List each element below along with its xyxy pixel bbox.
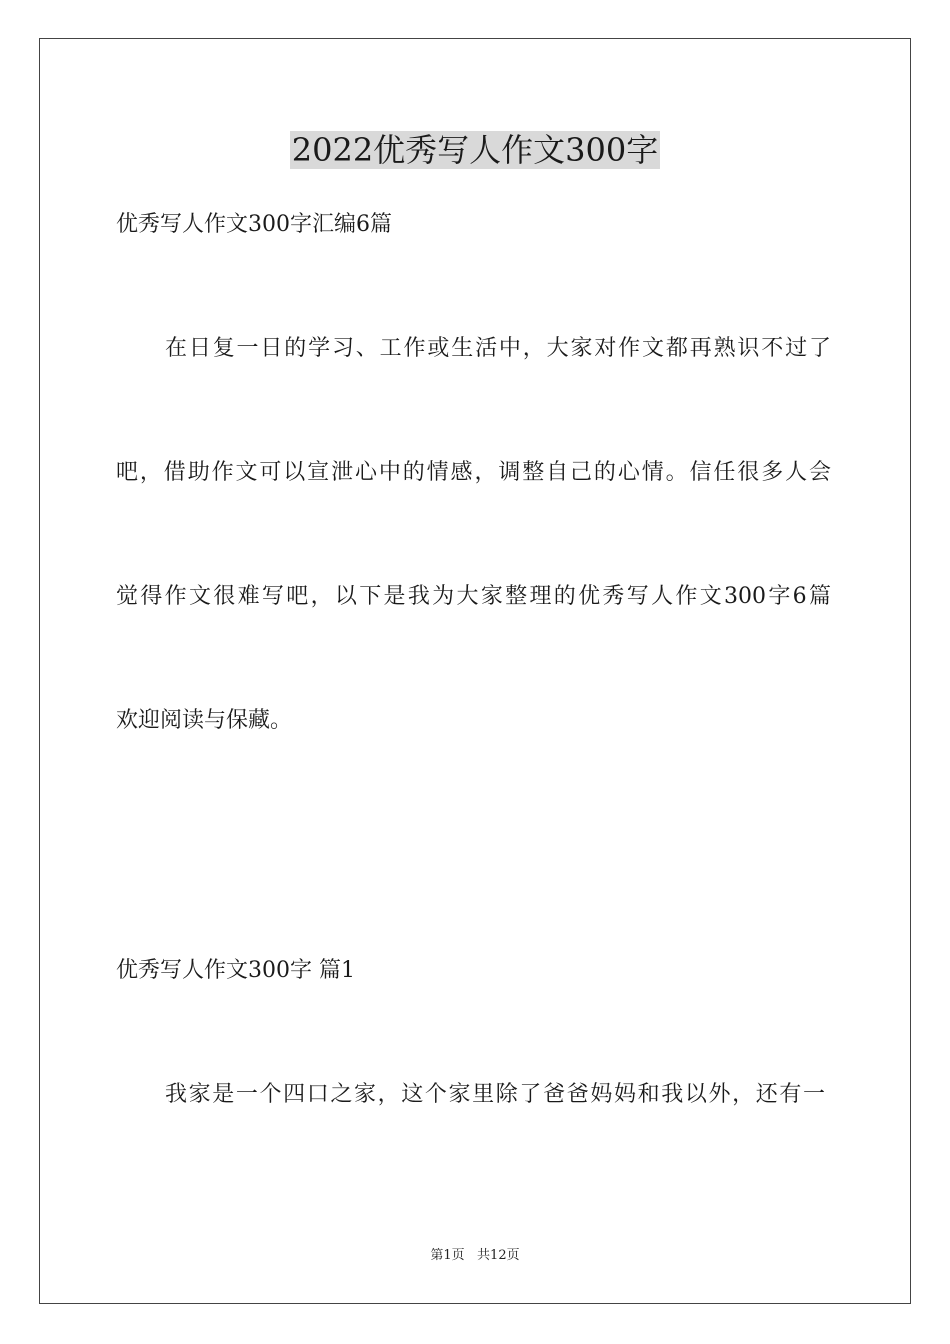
- intro-line-2: 吧，借助作文可以宣泄心中的情感，调整自己的心情。信任很多人会: [116, 460, 831, 485]
- document-subtitle: 优秀写人作文300字汇编6篇: [116, 212, 392, 237]
- section-heading: 优秀写人作文300字 篇1: [116, 958, 355, 983]
- intro-line-4: 欢迎阅读与保藏。: [116, 708, 293, 733]
- intro-line-3: 觉得作文很难写吧，以下是我为大家整理的优秀写人作文300字6篇: [116, 584, 831, 609]
- section-line-1: 我家是一个四口之家，这个家里除了爸爸妈妈和我以外，还有一: [165, 1082, 825, 1107]
- page-indicator: 第1页 共12页: [430, 1248, 520, 1263]
- document-title: [0, 128, 950, 172]
- document-title-text: 2022优秀写人作文300字: [291, 131, 659, 169]
- intro-line-1: 在日复一日的学习、工作或生活中，大家对作文都再熟识不过了: [165, 336, 831, 361]
